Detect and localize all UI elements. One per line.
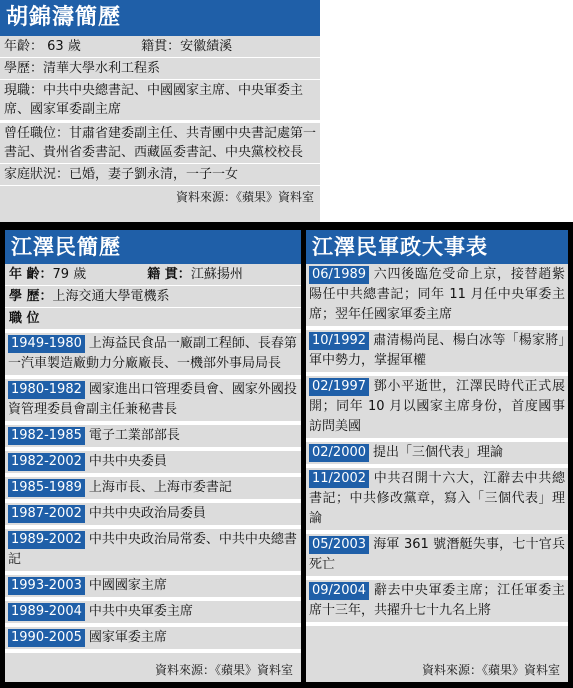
event-item-date-badge: 10/1992	[309, 332, 369, 350]
hu-source: 資料來源：《蘋果》資料室	[175, 190, 314, 204]
post-item	[5, 529, 301, 575]
jiang-native-label: 籍 貫：	[147, 267, 191, 282]
hu-age-value: 63 歲	[47, 39, 81, 54]
jiang-posts-label: 職 位	[5, 308, 301, 333]
post-item	[5, 477, 301, 503]
event-item	[306, 534, 568, 580]
event-item-date-badge: 09/2004	[309, 582, 369, 600]
jiang-age-row	[5, 264, 301, 286]
event-item-text: 海軍 361 號潛艇失事，七十官兵死亡	[309, 537, 565, 572]
event-item-date-badge: 11/2002	[309, 470, 369, 488]
hu-family: 家庭狀況：已婚，妻子劉永清，一子一女	[0, 164, 320, 186]
hu-age-row	[0, 36, 320, 58]
post-item-text: 上海市長、上海市委書記	[88, 480, 232, 495]
jiang-zemin-profile	[5, 230, 301, 682]
event-item-text: 提出「三個代表」理論	[373, 445, 504, 460]
post-item	[5, 451, 301, 477]
post-item-date-badge: 1982-2002	[8, 453, 85, 471]
event-item-text: 肅清楊尚昆、楊白冰等「楊家將」軍中勢力，掌握軍權	[309, 333, 565, 368]
hu-education: 學歷：清華大學水利工程系	[0, 58, 320, 80]
event-item-date-badge: 02/1997	[309, 378, 369, 396]
jiang-age-value: 79 歲	[52, 267, 87, 282]
post-item-text: 中國國家主席	[88, 578, 167, 593]
event-item	[306, 330, 568, 376]
post-item-text: 中共中央政治局常委、中共中央總書記	[8, 532, 297, 567]
event-item-date-badge: 06/1989	[309, 266, 369, 284]
post-item-text: 國家進出口管理委員會、國家外國投資管理委員會副主任兼秘書長	[8, 382, 297, 417]
post-item	[5, 503, 301, 529]
event-item-text: 中共召開十六大，江辭去中共總書記；中共修改黨章，寫入「三個代表」理論	[309, 471, 565, 526]
post-item-text: 國家軍委主席	[88, 630, 167, 645]
post-item	[5, 601, 301, 627]
hu-jintao-profile	[0, 0, 320, 222]
post-item-text: 上海益民食品一廠副工程師、長春第一汽車製造廠動力分廠廠長、一機部外事局局長	[8, 336, 297, 371]
military-events-table	[306, 230, 568, 682]
jiang-edu-value: 上海交通大學電機系	[52, 289, 170, 304]
post-item-date-badge: 1982-1985	[8, 427, 85, 445]
jiang-title: 江澤民簡歷	[5, 230, 301, 264]
hu-age-label: 年齡：	[4, 39, 44, 54]
hu-title: 胡錦濤簡歷	[0, 0, 320, 36]
post-item	[5, 379, 301, 425]
post-item-date-badge: 1990-2005	[8, 629, 85, 647]
post-item-date-badge: 1949-1980	[8, 335, 85, 353]
event-item-text: 辭去中央軍委主席；江任軍委主席十三年，共擢升七十九名上將	[309, 583, 565, 618]
post-item-date-badge: 1989-2004	[8, 603, 85, 621]
hu-native-value: 安徽績溪	[180, 39, 233, 54]
jiang-education-row	[5, 286, 301, 308]
jiang-edu-label: 學 歷：	[9, 289, 53, 304]
event-item-text: 六四後臨危受命上京，接替趙紫陽任中共總書記；同年 11 月任中央軍委主席；翌年任國家軍委主席	[309, 267, 565, 322]
hu-former-posts: 曾任職位：甘肅省建委副主任、共青團中央書記處第一書記、貴州省委書記、西藏區委書記、中央黨校校長	[0, 123, 320, 164]
event-item	[306, 468, 568, 534]
post-item-text: 中共中央政治局委員	[88, 506, 206, 521]
military-title: 江澤民軍政大事表	[306, 230, 568, 264]
event-item-date-badge: 02/2000	[309, 444, 369, 462]
military-events-list	[306, 264, 568, 626]
post-item	[5, 575, 301, 601]
post-item-date-badge: 1987-2002	[8, 505, 85, 523]
post-item-date-badge: 1980-1982	[8, 381, 85, 399]
post-item-text: 中共中央軍委主席	[88, 604, 193, 619]
post-item	[5, 333, 301, 379]
post-item	[5, 425, 301, 451]
jiang-source: 資料來源：《蘋果》資料室	[154, 663, 293, 677]
jiang-posts-list	[5, 333, 301, 653]
event-item	[306, 580, 568, 626]
jiang-native-value: 江蘇揚州	[190, 267, 243, 282]
event-item	[306, 264, 568, 330]
post-item-date-badge: 1989-2002	[8, 531, 85, 549]
event-item	[306, 376, 568, 442]
event-item-text: 鄧小平逝世，江澤民時代正式展開；同年 10 月以國家主席身份，首度國事訪問美國	[309, 379, 565, 434]
post-item-date-badge: 1993-2003	[8, 577, 85, 595]
post-item-date-badge: 1985-1989	[8, 479, 85, 497]
post-item-text: 電子工業部部長	[88, 428, 180, 443]
event-item	[306, 442, 568, 468]
post-item-text: 中共中央委員	[88, 454, 167, 469]
post-item	[5, 627, 301, 653]
event-item-date-badge: 05/2003	[309, 536, 369, 554]
hu-current-posts: 現職：中共中央總書記、中國國家主席、中央軍委主席、國家軍委副主席	[0, 80, 320, 123]
hu-native-label: 籍貫：	[141, 39, 181, 54]
military-source: 資料來源：《蘋果》資料室	[421, 663, 560, 677]
jiang-age-label: 年 齡：	[9, 267, 53, 282]
